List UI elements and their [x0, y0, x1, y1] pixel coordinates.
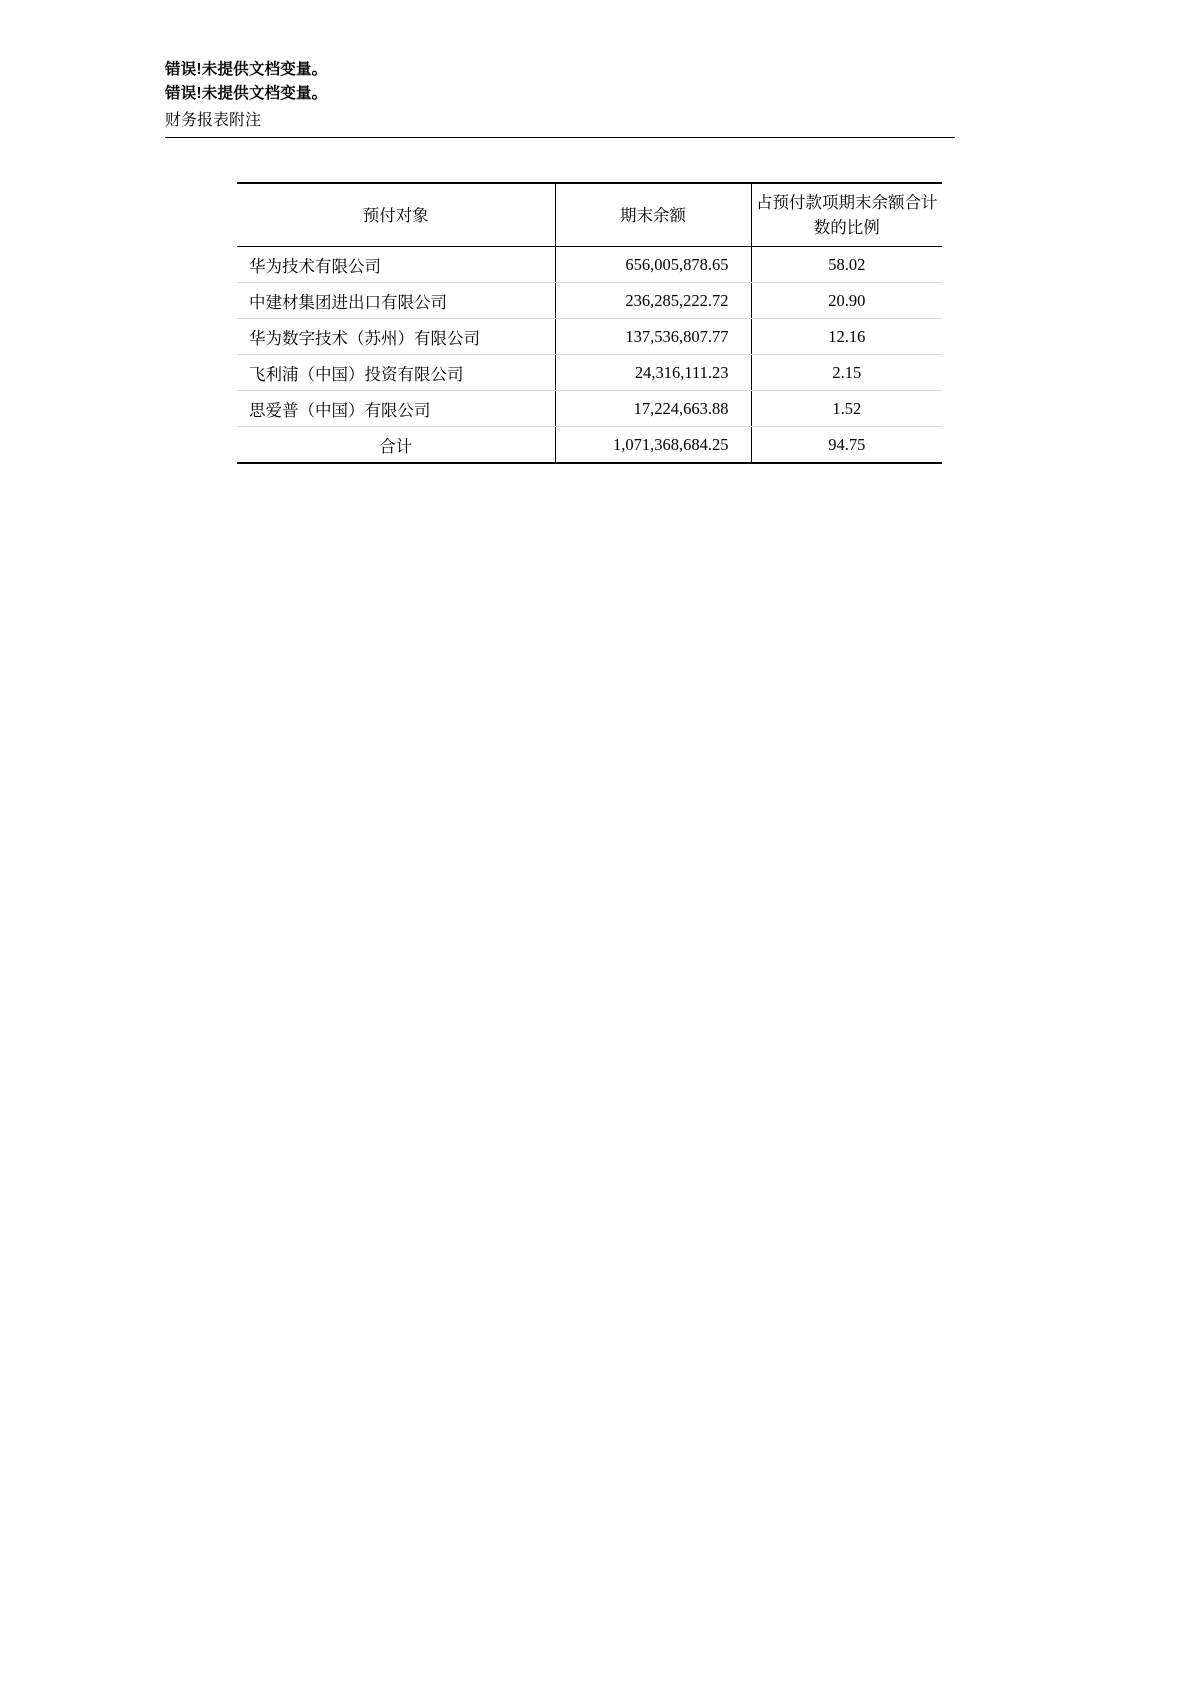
- cell-total-ratio: 94.75: [751, 427, 942, 464]
- header-error-line-2: 错误!未提供文档变量。: [165, 85, 328, 102]
- cell-ratio: 12.16: [751, 319, 942, 355]
- cell-ratio: 2.15: [751, 355, 942, 391]
- cell-ratio: 1.52: [751, 391, 942, 427]
- cell-closing-balance: 24,316,111.23: [555, 355, 751, 391]
- prepayments-table-container: [237, 182, 942, 464]
- header-divider: [165, 137, 955, 138]
- prepayments-table: [237, 182, 942, 464]
- cell-total-closing-balance: 1,071,368,684.25: [555, 427, 751, 464]
- cell-closing-balance: 236,285,222.72: [555, 283, 751, 319]
- table-row: [237, 391, 942, 427]
- cell-prepayment-object: 飞利浦（中国）投资有限公司: [237, 355, 555, 391]
- cell-prepayment-object: 中建材集团进出口有限公司: [237, 283, 555, 319]
- table-header-row: [237, 183, 942, 247]
- table-total-row: [237, 427, 942, 464]
- header-error-line-1: 错误!未提供文档变量。: [165, 61, 328, 78]
- page-header: [165, 58, 955, 138]
- cell-ratio: 58.02: [751, 247, 942, 283]
- table-row: [237, 247, 942, 283]
- cell-prepayment-object: 华为数字技术（苏州）有限公司: [237, 319, 555, 355]
- cell-closing-balance: 656,005,878.65: [555, 247, 751, 283]
- cell-ratio: 20.90: [751, 283, 942, 319]
- cell-total-label: 合计: [237, 427, 555, 464]
- table-row: [237, 283, 942, 319]
- column-header-prepayment-object: 预付对象: [237, 183, 555, 247]
- cell-closing-balance: 137,536,807.77: [555, 319, 751, 355]
- table-row: [237, 355, 942, 391]
- cell-prepayment-object: 思爱普（中国）有限公司: [237, 391, 555, 427]
- column-header-ratio: 占预付款项期末余额合计数的比例: [751, 183, 942, 247]
- cell-prepayment-object: 华为技术有限公司: [237, 247, 555, 283]
- column-header-closing-balance: 期末余额: [555, 183, 751, 247]
- table-row: [237, 319, 942, 355]
- cell-closing-balance: 17,224,663.88: [555, 391, 751, 427]
- header-section-title: 财务报表附注: [165, 112, 262, 129]
